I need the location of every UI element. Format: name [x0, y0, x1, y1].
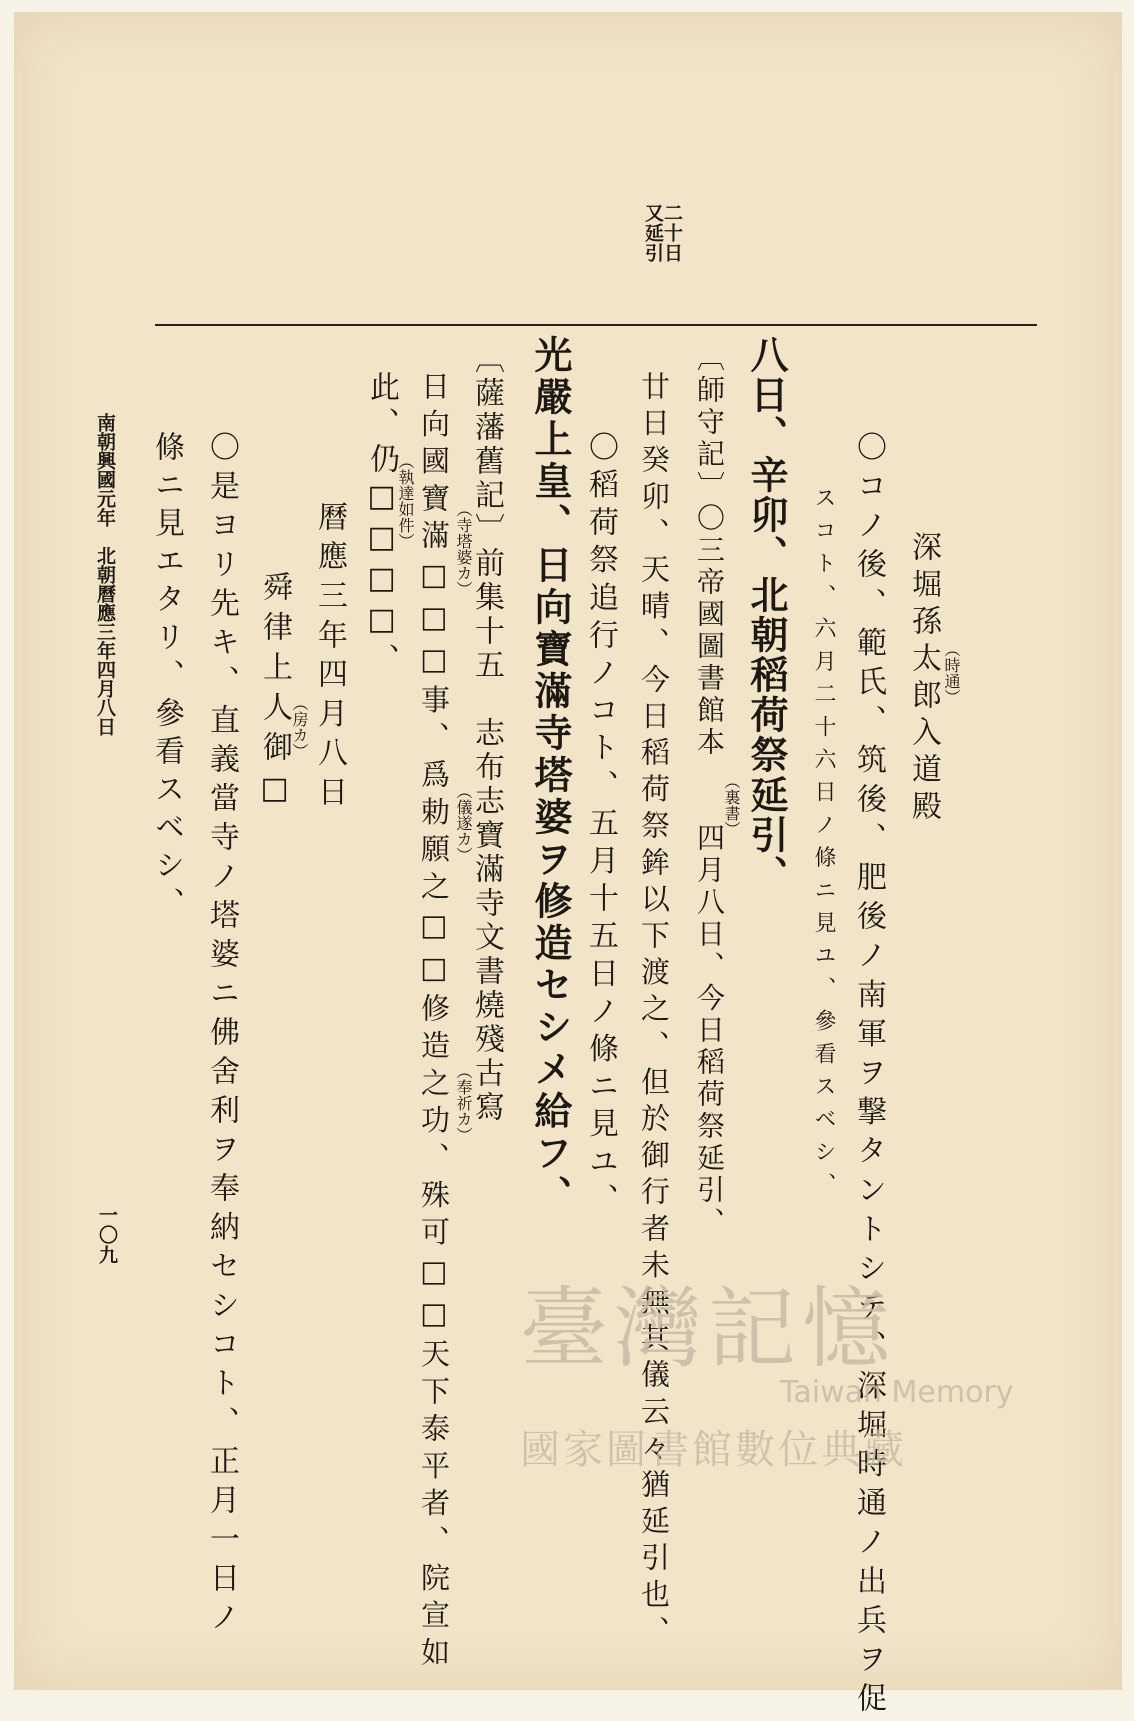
- col-5-source: 〔師守記〕〇三帝國圖書館本 四月八日、今日稻荷祭延引、: [693, 343, 726, 1239]
- watermark-org: 國家圖書館數位典藏: [520, 1427, 907, 1473]
- col-11-text: 此、仍□□□□、: [364, 371, 399, 679]
- annotation-hoki: （奉祈カ）: [454, 1063, 473, 1143]
- col-8-entry-heading: 光嚴上皇、日向寶滿寺塔婆ヲ修造セシメ給フ、: [528, 335, 573, 1217]
- annotation-ura: （裏書）: [722, 773, 741, 837]
- col-2-note: 〇コノ後、範氏、筑後、肥後ノ南軍ヲ撃タントシテ、深堀時通ノ出兵ヲ促: [851, 431, 886, 1721]
- book-page: [14, 12, 1122, 1721]
- watermark: [520, 1277, 1080, 1475]
- col-9-source: 〔薩藩舊記〕前集十五 志布志寶滿寺文書燒殘古寫: [469, 343, 504, 1125]
- margin-heading: 二十日又延引: [642, 203, 683, 263]
- watermark-english: Taiwan Memory: [780, 1375, 1014, 1410]
- running-title: 南朝興國元年 北朝曆應三年四月八日: [94, 413, 116, 736]
- col-14-note: 〇是ヨリ先キ、直義當寺ノ塔婆ニ佛舍利ヲ奉納セシコト、正月一日ノ: [204, 431, 239, 1640]
- col-7-note: 〇稻荷祭追行ノコト、五月十五日ノ條ニ見ユ、: [583, 431, 618, 1221]
- annotation-tera: （寺塔婆カ）: [454, 501, 473, 597]
- col-3-note: スコト、六月二十六日ノ條ニ見ユ、參看スベシ、: [811, 486, 836, 1206]
- page-number: 一〇九: [96, 1205, 118, 1265]
- col-1-addressee: 深堀孫太郎入道殿: [906, 531, 941, 827]
- header-rule: [155, 324, 1037, 326]
- col-15-note: 條ニ見エタリ、參看スベシ、: [149, 431, 184, 925]
- annotation-tokimichi: （時通）: [942, 641, 961, 705]
- col-13-recipient: 舜律上人御□: [257, 571, 292, 816]
- annotation-shitatsu: （執達如件）: [396, 453, 415, 549]
- col-10-text: 日向國寶滿□□□事、爲勅願之□□修造之功、殊可□□天下泰平者、院宣如: [417, 371, 451, 1675]
- col-4-entry-heading: 八日、辛卯、北朝稻荷祭延引、: [744, 335, 789, 895]
- col-12-date: 曆應三年四月八日: [312, 501, 347, 816]
- annotation-gisui: （儀遂カ）: [454, 783, 473, 863]
- annotation-bo: （房カ）: [290, 695, 309, 759]
- watermark-title: 臺灣記憶: [520, 1277, 897, 1380]
- col-6-text: 廿日癸卯、天晴、今日稻荷祭鉾以下渡之、但於御行者未無其儀云々猶延引也、: [637, 371, 671, 1652]
